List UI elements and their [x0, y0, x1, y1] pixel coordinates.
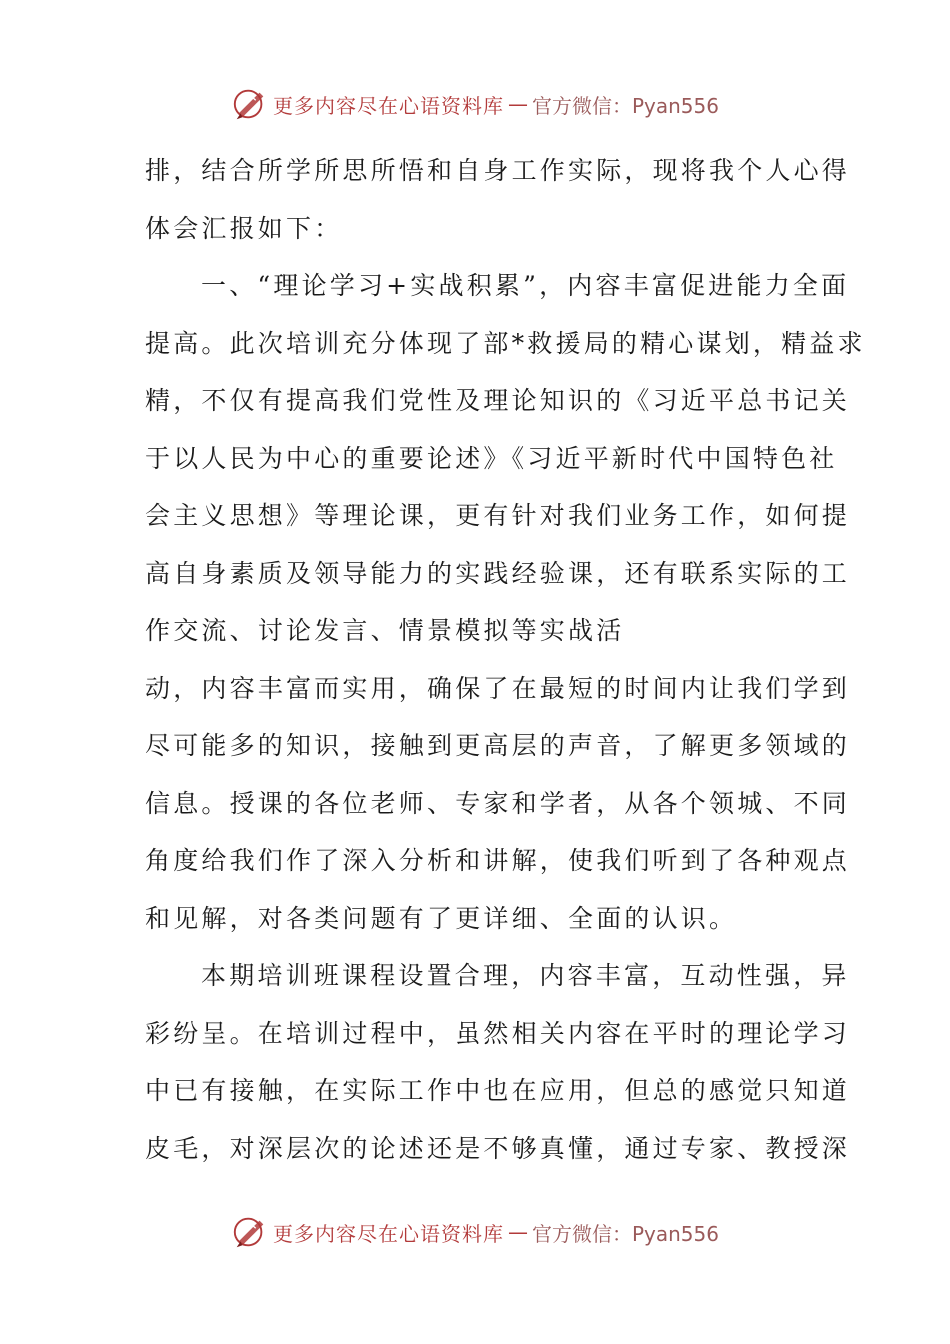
banner-dash: —	[507, 1220, 528, 1244]
text-line: 排，结合所学所思所悟和自身工作实际，现将我个人心得	[145, 156, 851, 185]
text-line: 信息。授课的各位老师、专家和学者，从各个领城、不同	[145, 788, 851, 818]
banner-wechat: 官方微信：Pyan556	[531, 1221, 719, 1246]
document-body	[145, 142, 866, 1177]
text-line: 作交流、讨论发言、情景模拟等实战活	[145, 616, 625, 645]
pen-logo-icon	[231, 85, 269, 123]
text-line: 尽可能多的知识，接触到更高层的声音，了解更多领域的	[145, 731, 851, 760]
banner-text: 更多内容尽在心语资料库	[272, 1221, 504, 1246]
pen-logo-icon	[231, 1213, 269, 1251]
banner-text: 更多内容尽在心语资料库	[272, 93, 504, 118]
banner-dash: —	[507, 92, 528, 116]
footer-watermark-banner	[0, 1212, 950, 1252]
text-line: 彩纷呈。在培训过程中，虽然相关内容在平时的理论学习	[145, 1018, 851, 1048]
text-line: 会主义思想》等理论课，更有针对我们业务工作，如何提	[145, 501, 851, 530]
text-line: 于以人民为中心的重要论述》《习近平新时代中国特色社	[145, 443, 838, 473]
text-line: 角度给我们作了深入分析和讲解，使我们听到了各种观点	[145, 846, 851, 875]
banner-wechat: 官方微信：Pyan556	[531, 93, 719, 118]
text-line: 皮毛，对深层次的论述还是不够真懂，通过专家、教授深	[145, 1133, 851, 1163]
text-line: 中已有接触，在实际工作中也在应用，但总的感觉只知道	[145, 1076, 851, 1105]
text-line: 高自身素质及领导能力的实践经验课，还有联系实际的工	[145, 558, 851, 588]
text-line: 体会汇报如下：	[145, 213, 343, 243]
text-line: 提高。此次培训充分体现了部*救援局的精心谋划，精益求	[145, 328, 866, 358]
text-line: 动，内容丰富而实用，确保了在最短的时间内让我们学到	[145, 673, 851, 703]
text-line: 和见解，对各类问题有了更详细、全面的认识。	[145, 903, 738, 933]
text-line: 精，不仅有提高我们党性及理论知识的《习近平总书记关	[145, 386, 851, 415]
text-line: 本期培训班课程设置合理，内容丰富，互动性强，异	[201, 961, 850, 990]
header-watermark-banner	[0, 84, 950, 124]
text-line: 一、“理论学习+实战积累”，内容丰富促进能力全面	[201, 271, 850, 300]
